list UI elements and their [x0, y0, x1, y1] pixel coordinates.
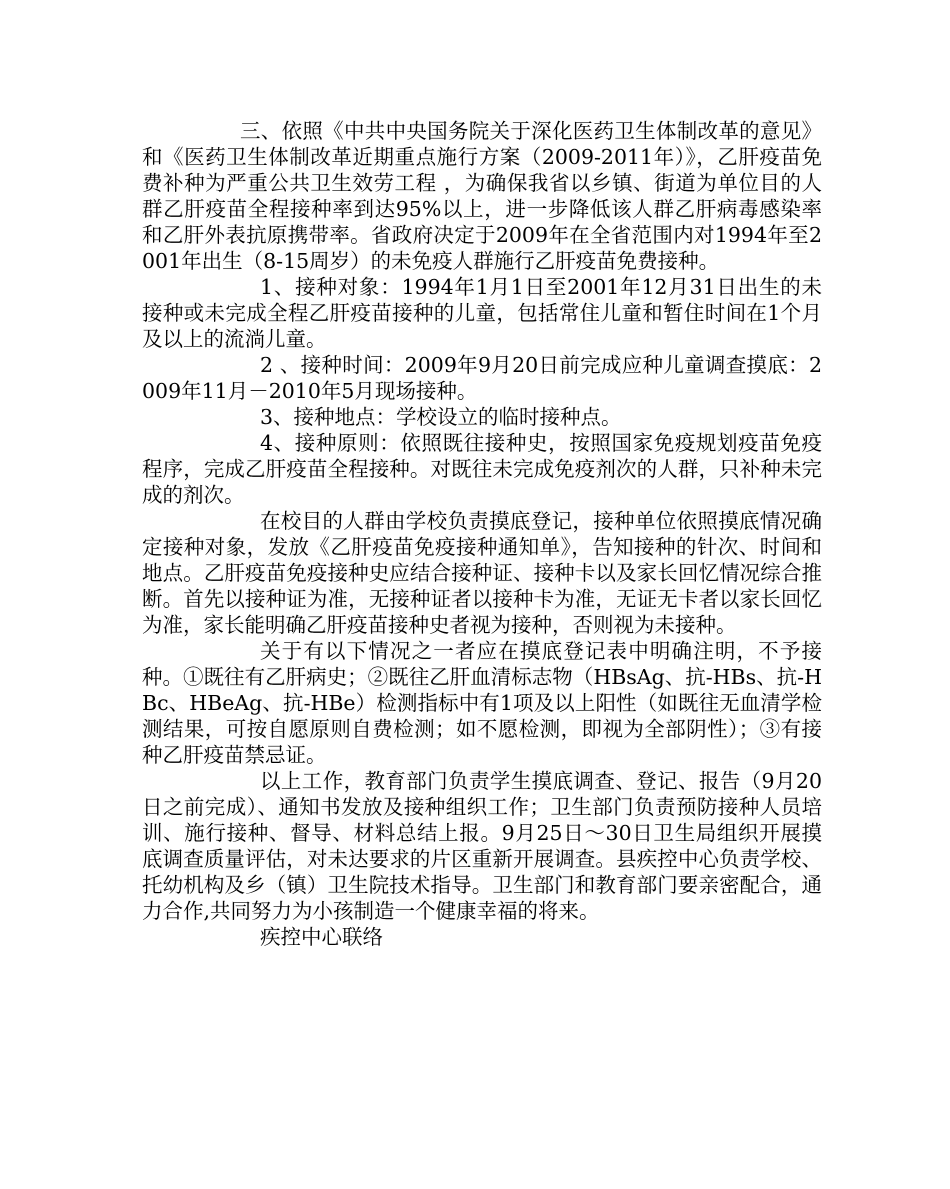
paragraph-registration: 在校目的人群由学校负责摸底登记，接种单位依照摸底情况确定接种对象，发放《乙肝疫苗免疫接种通知单》，告知接种的针次、时间和地点。乙肝疫苗免疫接种史应结合接种证、接种卡以及家长回忆情况综合推断。首先以接种证为准，无接种证者以接种卡为准，无证无卡者以家长回忆为准，家长能明确乙肝疫苗接种史者视为接种，否则视为未接种。	[142, 509, 822, 637]
paragraph-vaccination-principle: 4、接种原则：依照既往接种史，按照国家免疫规划疫苗免疫程序，完成乙肝疫苗全程接种。对既往未完成免疫剂次的人群，只补种未完成的剂次。	[142, 431, 822, 507]
paragraph-section-three: 三、依照《中共中央国务院关于深化医药卫生体制改革的意见》和《医药卫生体制改革近期重点施行方案（2009-2011年）》，乙肝疫苗免费补种为严重公共卫生效劳工程 ，为确保我省以乡镇、街道为单位目的人群乙肝疫苗全程接种率到达95%以上，进一步降低该人群乙肝病毒感染率和乙肝外表抗原携带率。省政府决定于2009年在全省范围内对1994年至2001年出生（8-15周岁）的未免疫人群施行乙肝疫苗免费接种。	[142, 119, 822, 273]
paragraph-responsibilities: 以上工作，教育部门负责学生摸底调查、登记、报告（9月20日之前完成）、通知书发放及接种组织工作；卫生部门负责预防接种人员培训、施行接种、督导、材料总结上报。9月25日～30日卫生局组织开展摸底调查质量评估，对未达要求的片区重新开展调查。县疾控中心负责学校、托幼机构及乡（镇）卫生院技术指导。卫生部门和教育部门要亲密配合，通力合作,共同努力为小孩制造一个健康幸福的将来。	[142, 769, 822, 923]
paragraph-vaccination-targets: 1、接种对象：1994年1月1日至2001年12月31日出生的未接种或未完成全程乙肝疫苗接种的儿童，包括常住儿童和暂住时间在1个月及以上的流淌儿童。	[142, 275, 822, 351]
signature-line: 疾控中心联络	[260, 925, 383, 949]
paragraph-vaccination-location: 3、接种地点：学校设立的临时接种点。	[260, 405, 622, 429]
paragraph-vaccination-time: 2 、接种时间：2009年9月20日前完成应种儿童调查摸底：2009年11月－2010年5月现场接种。	[142, 353, 822, 403]
document-body	[142, 118, 822, 950]
paragraph-exclusions: 关于有以下情况之一者应在摸底登记表中明确注明，不予接种。①既往有乙肝病史；②既往乙肝血清标志物（HBsAg、抗-HBs、抗-HBc、HBeAg、抗-HBe）检测指标中有1项及以上阳性（如既往无血清学检测结果，可按自愿原则自费检测；如不愿检测，即视为全部阴性）；③有接种乙肝疫苗禁忌证。	[142, 639, 822, 767]
